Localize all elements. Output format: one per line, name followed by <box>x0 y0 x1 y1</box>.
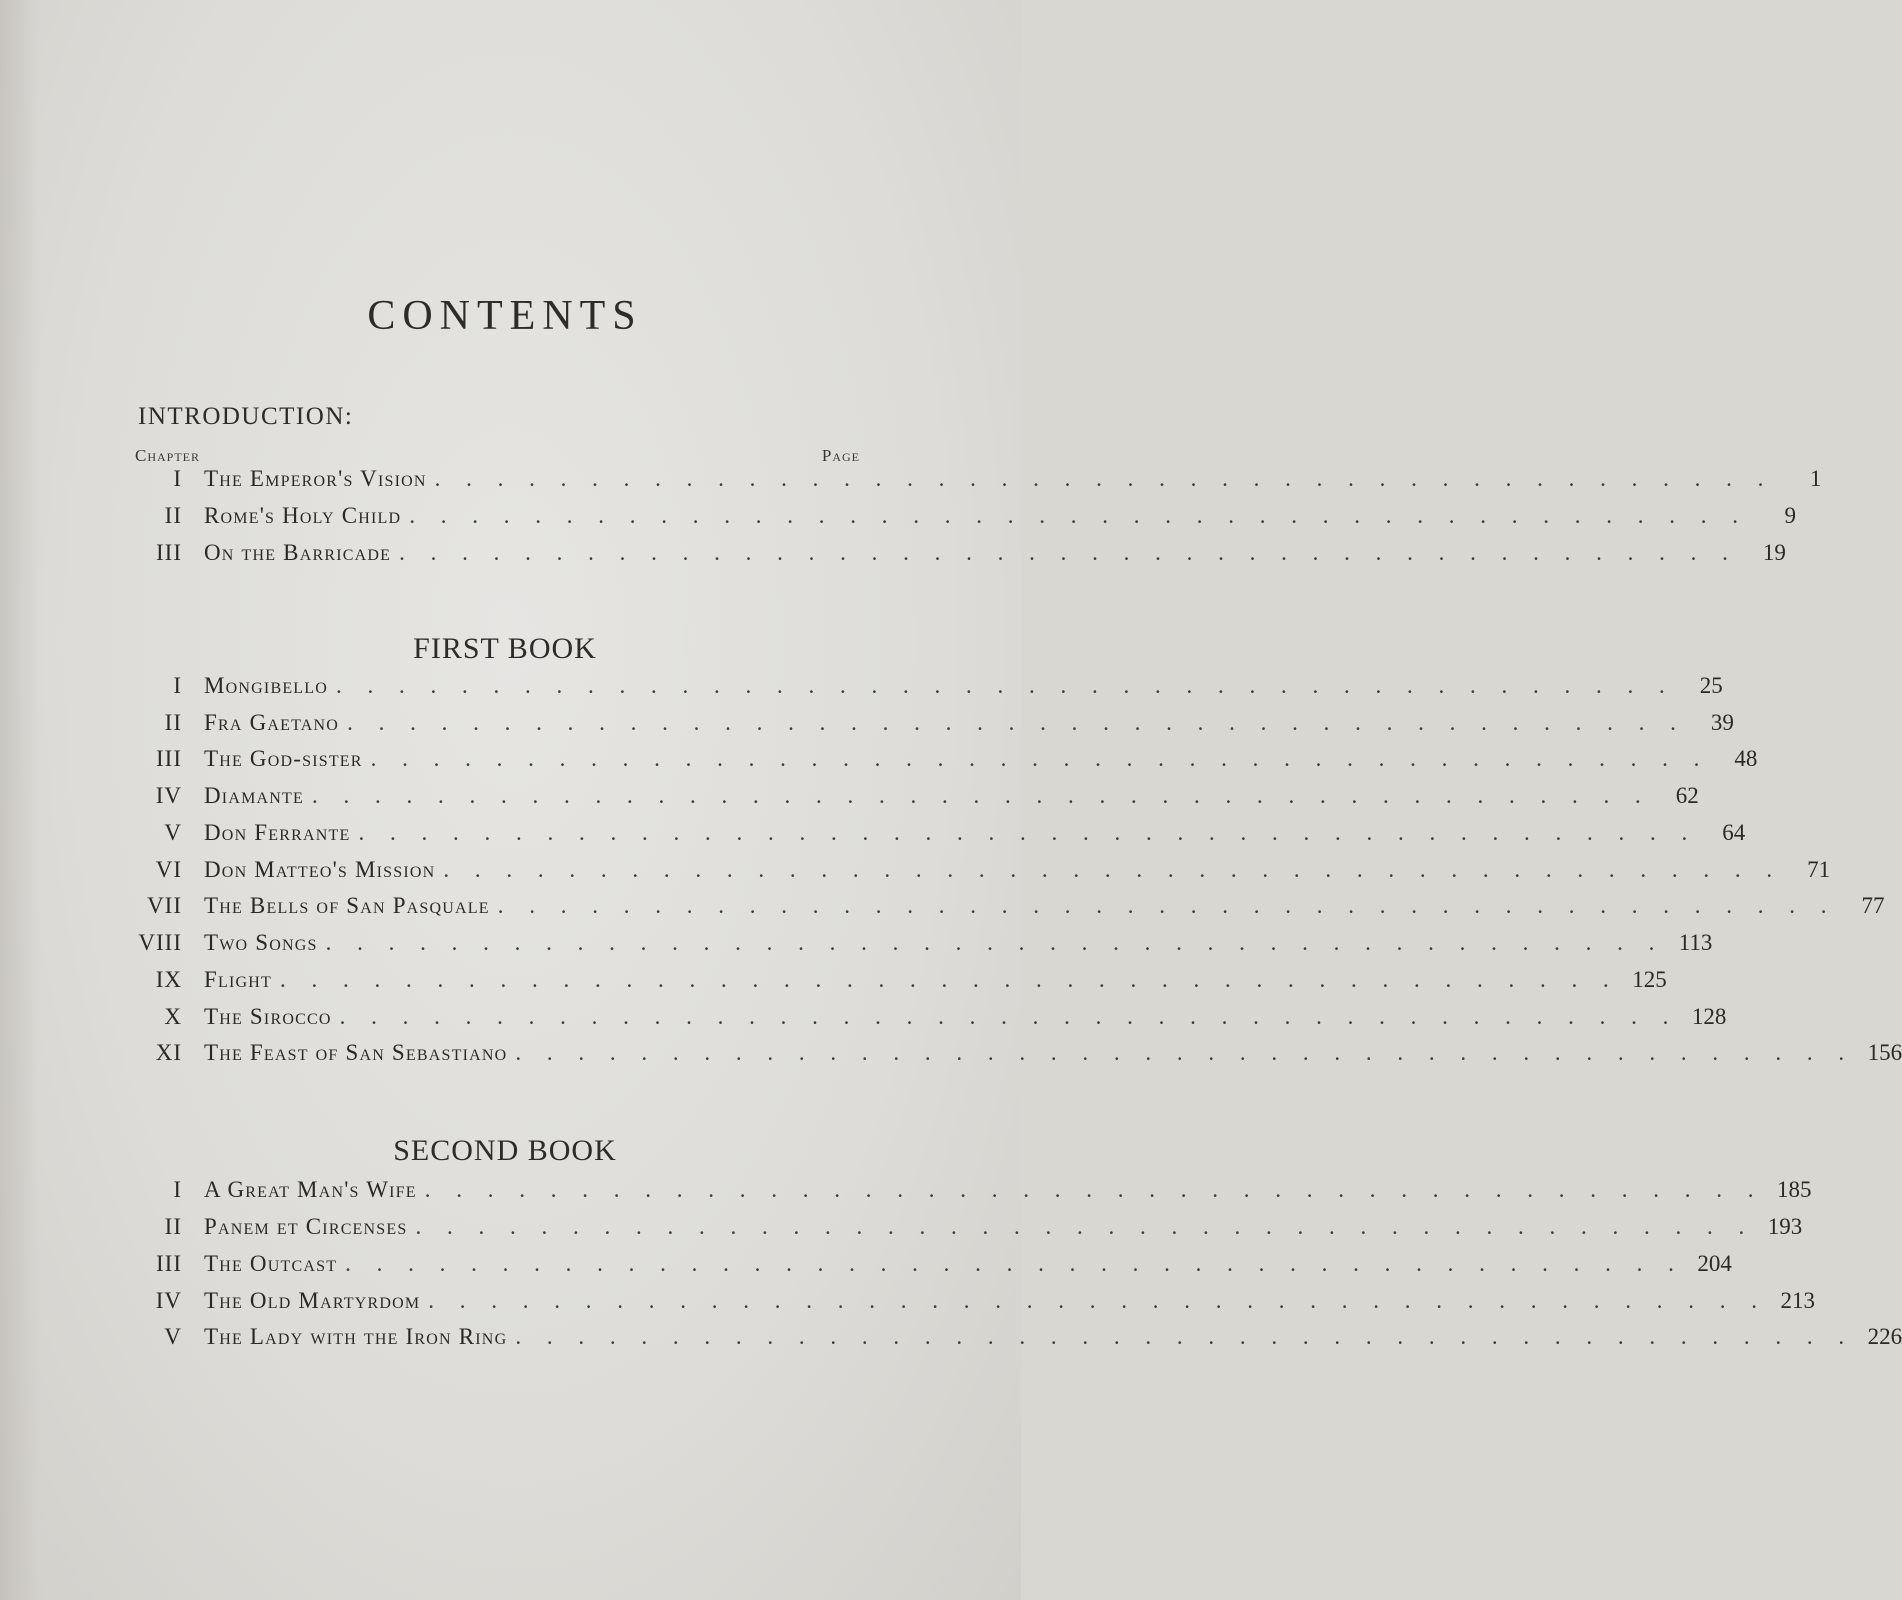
page-number: 193 <box>1767 1214 1803 1239</box>
chapter-number: X <box>164 1004 182 1029</box>
dot-leader: . . . . . . . . . . . . . . . . . . . . . . . . . . . . . . . . . . . . . . . . . . . <box>515 1324 1855 1349</box>
page-number: 64 <box>1722 820 1746 845</box>
toc-entry <box>122 673 1723 703</box>
chapter-number: I <box>173 1177 182 1202</box>
dot-leader: . . . . . . . . . . . . . . . . . . . . . . . . . . . . . . . . . . . . . . . . . . . <box>311 783 1651 808</box>
toc-entry <box>122 710 1734 740</box>
chapter-number: II <box>164 710 182 735</box>
toc-entry <box>122 1040 1902 1070</box>
chapter-number: IV <box>155 783 182 808</box>
chapter-title: The Bells of San Pasquale <box>204 893 490 918</box>
toc-entry <box>122 893 1885 923</box>
chapter-number: III <box>156 540 182 565</box>
toc-entry <box>122 1288 1816 1318</box>
toc-entry <box>122 1177 1812 1207</box>
dot-leader: . . . . . . . . . . . . . . . . . . . . . . . . . . . . . . . . . . . . . . . . . . . <box>339 1004 1679 1029</box>
chapter-title: On the Barricade <box>204 540 392 565</box>
chapter-title: The Lady with the Iron Ring <box>204 1324 508 1349</box>
page-column-header: Page <box>821 446 860 465</box>
toc-entry <box>122 820 1746 850</box>
chapter-number: VI <box>155 857 182 882</box>
toc-entry <box>122 503 1797 533</box>
second-book-heading: SECOND BOOK <box>393 1134 617 1167</box>
first-book-heading: FIRST BOOK <box>413 632 597 665</box>
chapter-title: The God-sister <box>204 746 363 771</box>
page-number: 113 <box>1678 930 1713 955</box>
toc-entry <box>122 466 1822 496</box>
toc-entry <box>122 746 1758 776</box>
dot-leader: . . . . . . . . . . . . . . . . . . . . . . . . . . . . . . . . . . . . . . . . . . . <box>325 930 1665 955</box>
chapter-title: Don Matteo's Mission <box>204 857 436 882</box>
chapter-title: The Feast of San Sebastiano <box>204 1040 508 1065</box>
page-number: 62 <box>1675 783 1699 808</box>
chapter-title: Don Ferrante <box>204 820 351 845</box>
toc-entry <box>122 857 1831 887</box>
page-title: CONTENTS <box>367 293 643 339</box>
chapter-title: A Great Man's Wife <box>204 1177 417 1202</box>
page-number: 156 <box>1867 1040 1902 1065</box>
toc-entry <box>122 540 1786 570</box>
dot-leader: . . . . . . . . . . . . . . . . . . . . . . . . . . . . . . . . . . . . . . . . . . . <box>497 893 1837 918</box>
toc-entry <box>122 930 1713 960</box>
page-number: 9 <box>1784 503 1797 528</box>
dot-leader: . . . . . . . . . . . . . . . . . . . . . . . . . . . . . . . . . . . . . . . . . . . <box>428 1288 1768 1313</box>
dot-leader: . . . . . . . . . . . . . . . . . . . . . . . . . . . . . . . . . . . . . . . . . . . <box>515 1040 1855 1065</box>
chapter-title: Fra Gaetano <box>204 710 340 735</box>
toc-entry <box>122 1324 1902 1354</box>
page-number: 1 <box>1809 466 1822 491</box>
chapter-title: Diamante <box>204 783 304 808</box>
dot-leader: . . . . . . . . . . . . . . . . . . . . . . . . . . . . . . . . . . . . . . . . . . . <box>279 967 1619 992</box>
dot-leader: . . . . . . . . . . . . . . . . . . . . . . . . . . . . . . . . . . . . . . . . . . . <box>409 503 1749 528</box>
chapter-title: Panem et Circenses <box>204 1214 408 1239</box>
chapter-number: I <box>173 673 182 698</box>
page-number: 25 <box>1699 673 1723 698</box>
chapter-title: The Old Martyrdom <box>204 1288 421 1313</box>
dot-leader: . . . . . . . . . . . . . . . . . . . . . . . . . . . . . . . . . . . . . . . . . . . <box>399 540 1738 565</box>
chapter-number: V <box>164 1324 182 1349</box>
page-number: 48 <box>1734 746 1758 771</box>
chapter-column-header: Chapter <box>135 446 201 465</box>
chapter-number: XI <box>155 1040 182 1065</box>
chapter-number: IV <box>155 1288 182 1313</box>
chapter-number: II <box>164 1214 182 1239</box>
chapter-number: IX <box>155 967 182 992</box>
chapter-number: I <box>173 466 182 491</box>
dot-leader: . . . . . . . . . . . . . . . . . . . . . . . . . . . . . . . . . . . . . . . . . . . <box>424 1177 1764 1202</box>
chapter-title: The Emperor's Vision <box>204 466 427 491</box>
toc-entry <box>122 1214 1803 1244</box>
dot-leader: . . . . . . . . . . . . . . . . . . . . . . . . . . . . . . . . . . . . . . . . . . . <box>345 1251 1684 1276</box>
chapter-title: Rome's Holy Child <box>204 503 402 528</box>
chapter-title: Two Songs <box>204 930 318 955</box>
page-number: 77 <box>1861 893 1885 918</box>
page-number: 71 <box>1807 857 1831 882</box>
toc-entry <box>122 783 1699 813</box>
introduction-label: INTRODUCTION: <box>138 403 354 430</box>
chapter-title: Mongibello <box>204 673 328 698</box>
chapter-number: VIII <box>138 930 182 955</box>
chapter-number: V <box>164 820 182 845</box>
page-number: 19 <box>1762 540 1786 565</box>
page-number: 125 <box>1632 967 1667 992</box>
page-number: 226 <box>1867 1324 1902 1349</box>
page-number: 213 <box>1780 1288 1816 1313</box>
dot-leader: . . . . . . . . . . . . . . . . . . . . . . . . . . . . . . . . . . . . . . . . . . . <box>434 466 1774 491</box>
toc-entry <box>122 1004 1727 1034</box>
chapter-number: II <box>164 503 182 528</box>
chapter-number: III <box>156 746 182 771</box>
dot-leader: . . . . . . . . . . . . . . . . . . . . . . . . . . . . . . . . . . . . . . . . . . . <box>370 746 1710 771</box>
toc-entry <box>122 967 1667 997</box>
chapter-number: VII <box>147 893 182 918</box>
chapter-title: Flight <box>204 967 272 992</box>
page-number: 204 <box>1697 1251 1732 1276</box>
chapter-number: III <box>156 1251 182 1276</box>
dot-leader: . . . . . . . . . . . . . . . . . . . . . . . . . . . . . . . . . . . . . . . . . . . <box>443 857 1783 882</box>
dot-leader: . . . . . . . . . . . . . . . . . . . . . . . . . . . . . . . . . . . . . . . . . . . <box>347 710 1686 735</box>
dot-leader: . . . . . . . . . . . . . . . . . . . . . . . . . . . . . . . . . . . . . . . . . . . <box>358 820 1698 845</box>
page-number: 185 <box>1776 1177 1812 1202</box>
chapter-title: The Sirocco <box>204 1004 332 1029</box>
dot-leader: . . . . . . . . . . . . . . . . . . . . . . . . . . . . . . . . . . . . . . . . . . . <box>415 1214 1755 1239</box>
page-number: 128 <box>1691 1004 1727 1029</box>
page-number: 39 <box>1710 710 1734 735</box>
chapter-title: The Outcast <box>204 1251 338 1276</box>
dot-leader: . . . . . . . . . . . . . . . . . . . . . . . . . . . . . . . . . . . . . . . . . . . <box>336 673 1675 698</box>
toc-entry <box>122 1251 1732 1281</box>
